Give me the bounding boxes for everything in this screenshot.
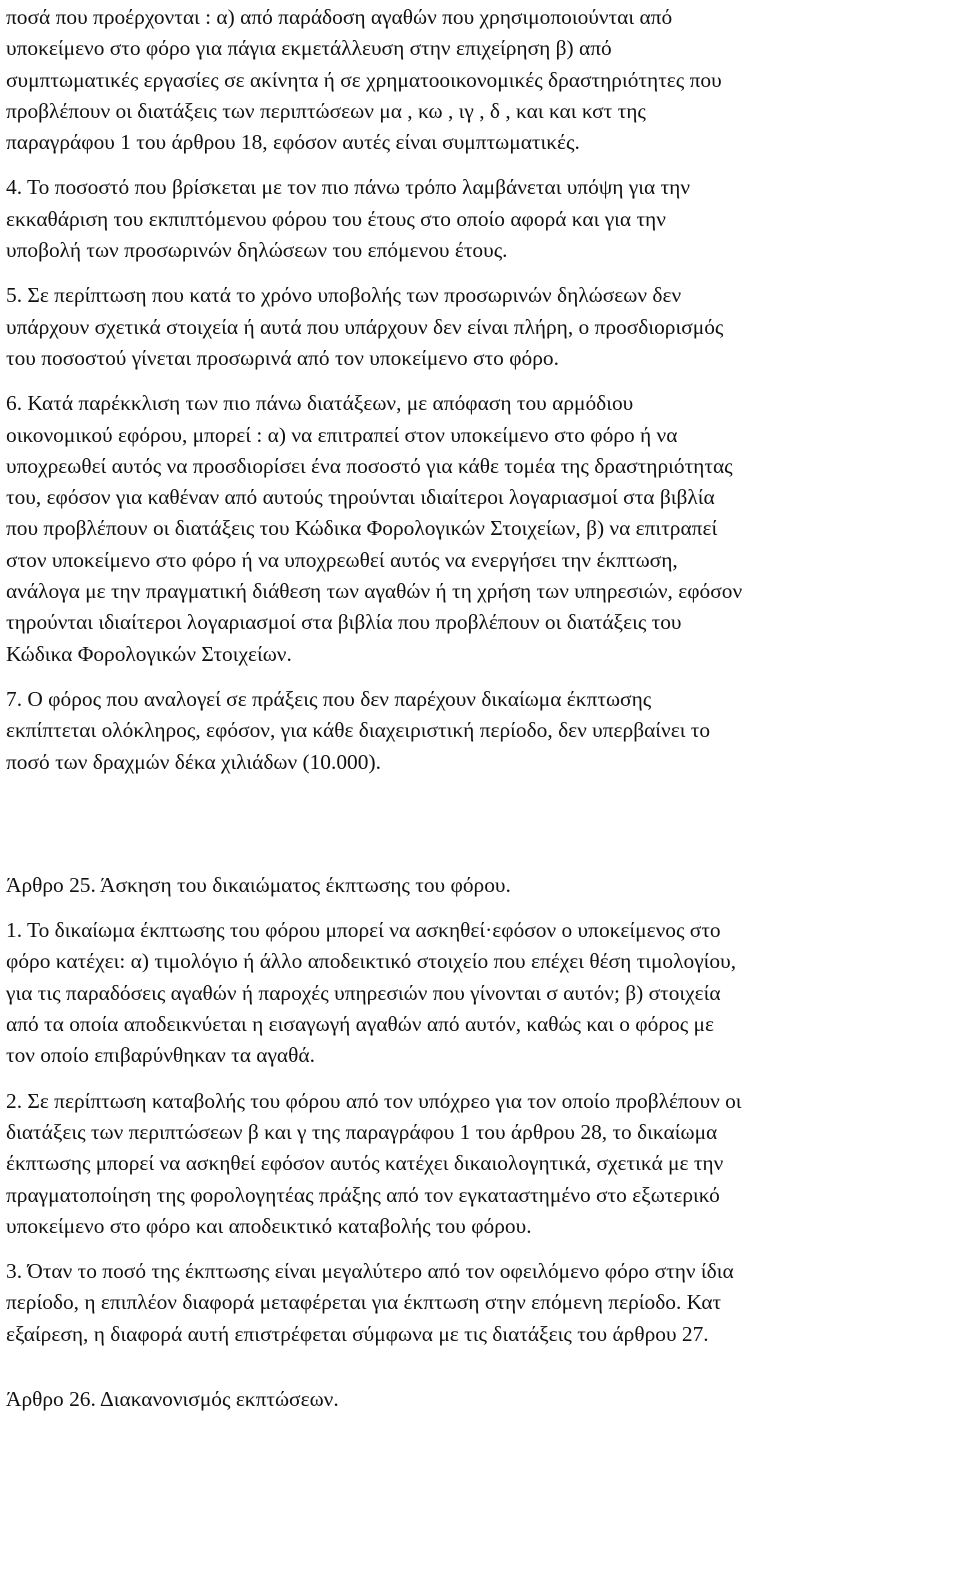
text-line: ποσά που προέρχονται : α) από παράδοση αγαθών που χρησιμοποιούνται από (6, 5, 673, 29)
article-heading: Άρθρο 26. Διακανονισμός εκπτώσεων. (6, 1386, 339, 1411)
text-line: εξαίρεση, η διαφορά αυτή επιστρέφεται σύμφωνα με τις διατάξεις του άρθρου 27. (6, 1321, 709, 1346)
paragraph-5 (6, 280, 950, 374)
text-line: Κώδικα Φορολογικών Στοιχείων. (6, 641, 292, 666)
text-line: 4. Το ποσοστό που βρίσκεται με τον πιο πάνω τρόπο λαμβάνεται υπόψη για την (6, 175, 691, 200)
text-line: υποβολή των προσωρινών δηλώσεων του επόμενου έτους. (6, 238, 508, 263)
article-25-paragraph-1 (6, 915, 950, 1071)
text-line: πραγματοποίηση της φορολογητέας πράξης από τον εγκαταστημένο στο εξωτερικό (6, 1182, 720, 1207)
text-line: συμπτωματικές εργασίες σε ακίνητα ή σε χρηματοοικονομικές δραστηριότητες που (6, 67, 722, 92)
text-line: διατάξεις των περιπτώσεων β και γ της παραγράφου 1 του άρθρου 28, το δικαίωμα (6, 1119, 718, 1144)
text-line: του, εφόσον για καθέναν από αυτούς τηρούνται ιδιαίτεροι λογαριασμοί στα βιβλία (6, 485, 715, 510)
text-line: περίοδο, η επιπλέον διαφορά μεταφέρεται για έκπτωση στην επόμενη περίοδο. Κατ (6, 1290, 722, 1315)
text-line: υποκείμενο στο φόρο για πάγια εκμετάλλευση στην επιχείρηση β) από (6, 36, 612, 61)
text-line: τηρούνται ιδιαίτεροι λογαριασμοί στα βιβλία που προβλέπουν οι διατάξεις του (6, 610, 682, 635)
text-line: τον οποίο επιβαρύνθηκαν τα αγαθά. (6, 1043, 315, 1068)
text-line: οικονομικού εφόρου, μπορεί : α) να επιτραπεί στον υποκείμενο στο φόρο ή να (6, 422, 678, 447)
text-line: ανάλογα με την πραγματική διάθεση των αγαθών ή τη χρήση των υπηρεσιών, εφόσον (6, 579, 743, 604)
text-line: προβλέπουν οι διατάξεις των περιπτώσεων μα , κω , ιγ , δ , και και κστ της (6, 98, 646, 123)
text-line: υπάρχουν σχετικά στοιχεία ή αυτά που υπάρχουν δεν είναι πλήρη, ο προσδιορισμός (6, 314, 724, 339)
text-line: 1. Το δικαίωμα έκπτωσης του φόρου μπορεί να ασκηθεί·εφόσον ο υποκείμενος στο (6, 918, 721, 943)
text-line: 6. Κατά παρέκκλιση των πιο πάνω διατάξεων, με απόφαση του αρμόδιου (6, 391, 634, 416)
text-line: εκκαθάριση του εκπιπτόμενου φόρου του έτους στο οποίο αφορά και για την (6, 206, 666, 231)
text-line: ποσό των δραχμών δέκα χιλιάδων (10.000). (6, 749, 381, 774)
text-line: από τα οποία αποδεικνύεται η εισαγωγή αγαθών από αυτόν, καθώς και ο φόρος με (6, 1012, 714, 1037)
article-25-heading (6, 870, 950, 901)
article-25-paragraph-2 (6, 1086, 950, 1242)
text-line: 2. Σε περίπτωση καταβολής του φόρου από τον υπόχρεο για τον οποίο προβλέπουν οι (6, 1088, 742, 1113)
text-line: υποκείμενο στο φόρο και αποδεικτικό καταβολής του φόρου. (6, 1213, 532, 1238)
article-26-heading (6, 1384, 950, 1415)
text-line: του ποσοστού γίνεται προσωρινά από τον υποκείμενο στο φόρο. (6, 345, 559, 370)
text-line: στον υποκείμενο στο φόρο ή να υποχρεωθεί αυτός να ενεργήσει την έκπτωση, (6, 547, 678, 572)
text-line: εκπίπτεται ολόκληρος, εφόσον, για κάθε διαχειριστική περίοδο, δεν υπερβαίνει το (6, 718, 711, 743)
text-line: 3. Όταν το ποσό της έκπτωσης είναι μεγαλύτερο από τον οφειλόμενο φόρο στην ίδια (6, 1259, 734, 1284)
text-line: που προβλέπουν οι διατάξεις του Κώδικα Φορολογικών Στοιχείων, β) να επιτραπεί (6, 516, 718, 541)
text-line: φόρο κατέχει: α) τιμολόγιο ή άλλο αποδεικτικό στοιχείο που επέχει θέση τιμολογίου, (6, 949, 737, 974)
paragraph-continuation (6, 2, 950, 158)
paragraph-6 (6, 388, 950, 670)
text-line: για τις παραδόσεις αγαθών ή παροχές υπηρεσιών που γίνονται σ αυτόν; β) στοιχεία (6, 980, 721, 1005)
text-line: 5. Σε περίπτωση που κατά το χρόνο υποβολής των προσωρινών δηλώσεων δεν (6, 283, 682, 308)
paragraph-4 (6, 172, 950, 266)
text-line: παραγράφου 1 του άρθρου 18, εφόσον αυτές είναι συμπτωματικές. (6, 130, 580, 155)
paragraph-7 (6, 684, 950, 778)
text-line: 7. Ο φόρος που αναλογεί σε πράξεις που δεν παρέχουν δικαίωμα έκπτωσης (6, 686, 652, 711)
text-line: έκπτωσης μπορεί να ασκηθεί εφόσον αυτός κατέχει δικαιολογητικά, σχετικά με την (6, 1151, 724, 1176)
article-heading: Άρθρο 25. Άσκηση του δικαιώματος έκπτωσης του φόρου. (6, 872, 511, 897)
article-25-paragraph-3 (6, 1256, 950, 1350)
text-line: υποχρεωθεί αυτός να προσδιορίσει ένα ποσοστό για κάθε τομέα της δραστηριότητας (6, 453, 733, 478)
